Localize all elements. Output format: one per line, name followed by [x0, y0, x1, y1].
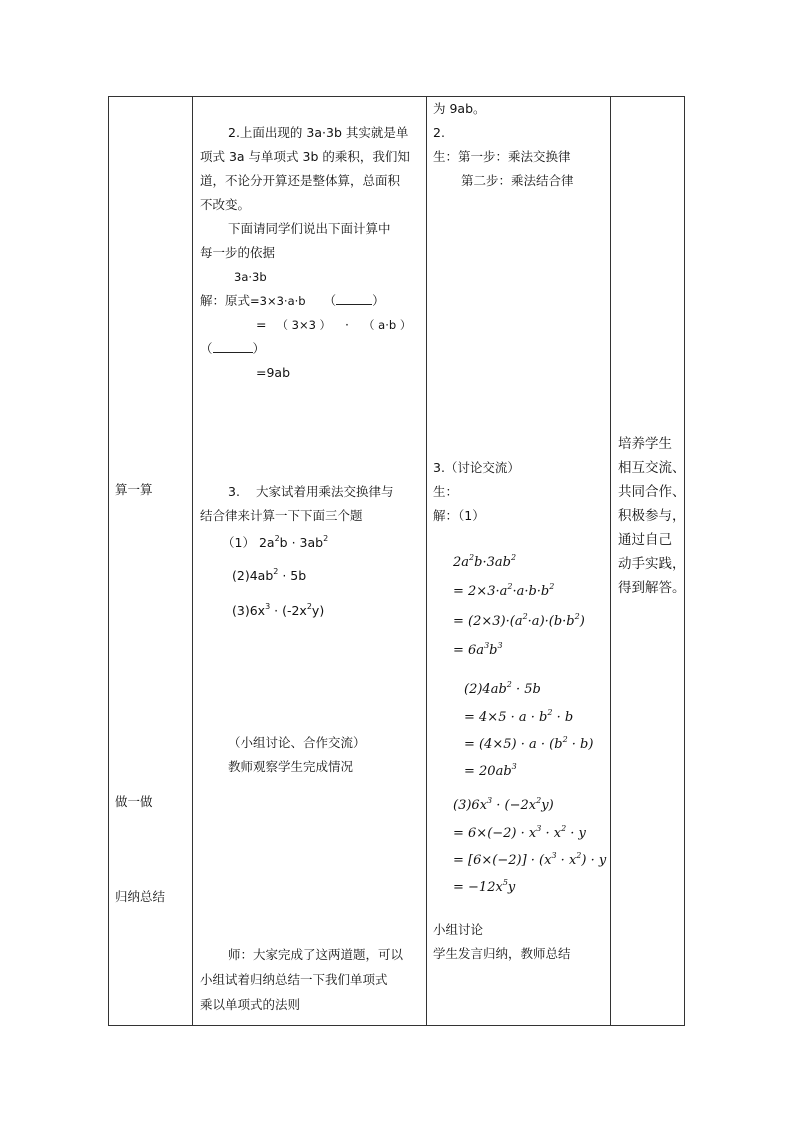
para3-line1: 大家试着用乘法交换律与 — [256, 484, 394, 499]
step2-dot: · — [345, 317, 350, 332]
teacher-observe-note: 教师观察学生完成情况 — [228, 759, 354, 774]
answer-top: 为 9ab。 — [433, 101, 486, 116]
table-border-top — [108, 96, 685, 97]
blank-answer-1[interactable] — [336, 293, 372, 305]
solution-line2-cont: （ ） — [200, 341, 266, 356]
question-1: （1） $2a^2b \cdot 3ab^2$ — [222, 534, 329, 550]
student-step1: 生：第一步：乘法交换律 — [433, 149, 571, 164]
math1-line1: $2a^2b\cdot 3ab^2$ — [453, 553, 517, 570]
math2-line4: = $20ab^3$ — [464, 762, 517, 779]
table-border-bottom — [108, 1025, 685, 1026]
column-divider-3 — [610, 96, 611, 1026]
answer-solution-label: 解：（1） — [433, 508, 485, 523]
column-divider-1 — [192, 96, 193, 1026]
math3-line2: = $6\times(-2) \cdot x^3 \cdot x^2 \cdot y$ — [453, 824, 586, 841]
solution-line1: 解：原式=3×3·a·b （ ） — [200, 293, 385, 308]
answer-item2: 2. — [433, 125, 445, 140]
student-summary: 学生发言归纳，教师总结 — [433, 946, 571, 961]
section-label-summary: 归纳总结 — [115, 889, 166, 904]
intent-line2: 相互交流、 — [618, 460, 686, 476]
para2-line2: 项式 3a 与单项式 3b 的乘积，我们知 — [200, 149, 410, 164]
step2-equals: = — [256, 317, 267, 332]
math3-line1: $(3)6x^3 \cdot (-2x^2y)$ — [453, 796, 554, 813]
solution-label: 解：原式 — [200, 293, 251, 308]
summary-line3: 乘以单项式的法则 — [200, 997, 301, 1012]
group-discussion: 小组讨论 — [433, 922, 484, 937]
summary-line1: 师：大家完成了这两道题，可以 — [228, 947, 404, 962]
group-discussion-note: （小组讨论、合作交流） — [228, 735, 366, 750]
math3-line4: = $-12x^5y$ — [453, 878, 516, 895]
math1-line2: = $2\times 3\cdot a^2\cdot a\cdot b\cdot b^2$ — [453, 582, 555, 599]
table-border-left — [108, 96, 109, 1026]
para3-number: 3. — [228, 484, 240, 499]
para2-line4: 不改变。 — [200, 197, 251, 212]
intent-line1: 培养学生 — [618, 436, 672, 452]
intent-line6: 动手实践， — [618, 556, 686, 572]
section-label-calculate: 算一算 — [115, 482, 153, 497]
answer-student: 生： — [433, 484, 459, 499]
math1-line4: = $6a^3b^3$ — [453, 641, 503, 658]
math2-line1: $(2)4ab^2 \cdot 5b$ — [464, 680, 541, 697]
intent-line3: 共同合作、 — [618, 484, 686, 500]
para2-line1: 2.上面出现的 3a·3b 其实就是单 — [228, 125, 409, 140]
para2-line6: 每一步的依据 — [200, 245, 276, 260]
para3-line2: 结合律来计算一下下面三个题 — [200, 508, 363, 523]
step2-group-a: （ 3×3 ） — [276, 318, 332, 332]
math3-line3: = $[6\times(-2)] \cdot (x^3 \cdot x^2) \cdot y$ — [453, 851, 607, 868]
solution-line2 — [256, 316, 411, 334]
example-expression: 3a·3b — [234, 270, 267, 284]
column-divider-2 — [426, 96, 427, 1026]
question-2: $(2)4ab^2 \cdot 5b$ — [232, 567, 307, 583]
summary-line2: 小组试着归纳总结一下我们单项式 — [200, 972, 388, 987]
para2-line5: 下面请同学们说出下面计算中 — [228, 221, 391, 236]
math1-line3: = $(2\times 3)\cdot(a^2\cdot a)\cdot(b\cdot b^2)$ — [453, 612, 585, 629]
intent-line5: 通过自己 — [618, 532, 672, 548]
math2-line3: = $(4\times 5) \cdot a \cdot (b^2 \cdot b)$ — [464, 735, 594, 752]
math2-line2: = $4\times 5 \cdot a \cdot b^2 \cdot b$ — [464, 708, 574, 725]
answer-item3: 3.（讨论交流） — [433, 460, 520, 475]
intent-line4: 积极参与， — [618, 508, 686, 524]
para2-line3: 道，不论分开算还是整体算，总面积 — [200, 173, 401, 188]
blank-answer-2[interactable] — [213, 341, 253, 353]
solution-step1: =3×3·a·b — [250, 294, 306, 308]
question-3: $(3)6x^3 \cdot (-2x^2y)$ — [232, 602, 325, 618]
section-label-practice: 做一做 — [115, 794, 153, 809]
solution-line3: =9ab — [256, 365, 291, 380]
step2-group-b: （ a·b ） — [363, 318, 412, 332]
intent-line7: 得到解答。 — [618, 580, 686, 596]
student-step2: 第二步：乘法结合律 — [461, 173, 574, 188]
